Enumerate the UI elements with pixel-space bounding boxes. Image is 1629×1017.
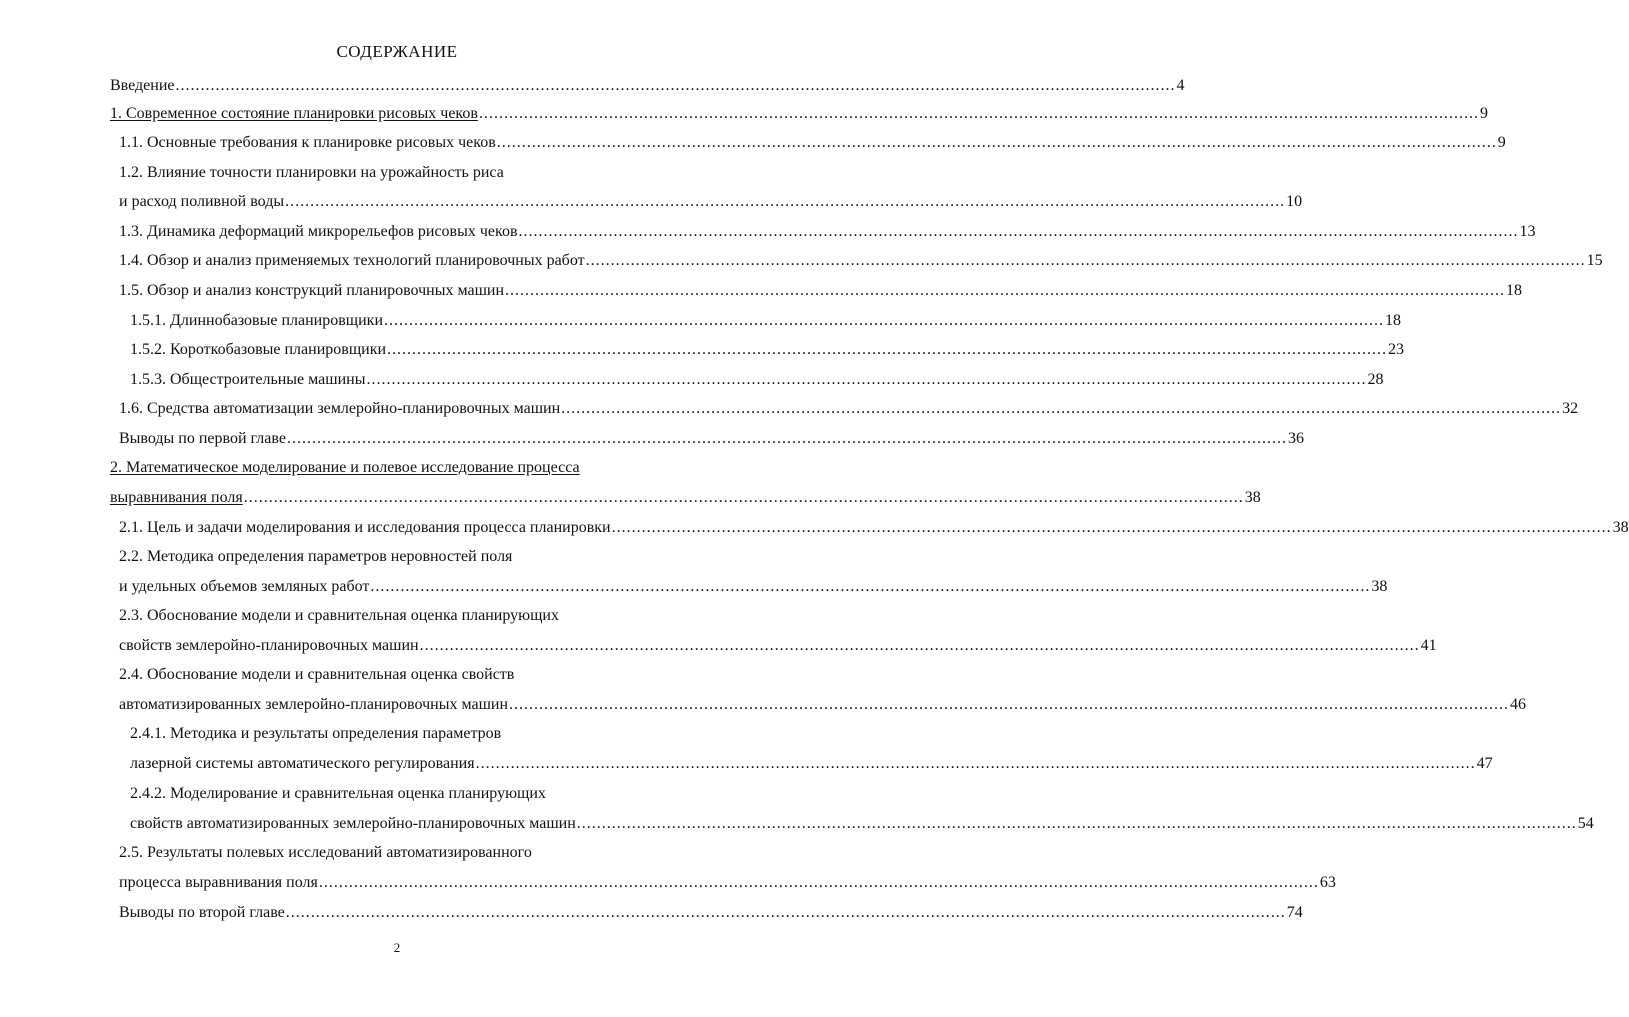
- toc-entry: [119, 665, 514, 685]
- toc-leader-dots: ........................................................................................................................................................................................................: [318, 874, 1319, 891]
- toc-entry: [110, 488, 1261, 508]
- toc-entry-page: 10: [1286, 193, 1303, 210]
- toc-entry: [130, 370, 1384, 390]
- toc-entry-page: 15: [1586, 252, 1603, 269]
- toc-entry: [119, 873, 1336, 893]
- toc-entry-title: выравнивания поля: [110, 489, 243, 506]
- toc-entry-title: Выводы по второй главе: [119, 904, 285, 921]
- toc-entry-page: 41: [1420, 637, 1437, 654]
- toc-entry-title: свойств землеройно-планировочных машин: [119, 637, 419, 654]
- toc-entry: [110, 458, 580, 478]
- toc-entry-page: 28: [1367, 371, 1384, 388]
- toc-entry-page: 74: [1286, 904, 1303, 921]
- toc-entry-title: 1.4. Обзор и анализ применяемых технологий планировочных работ: [119, 252, 585, 269]
- toc-entry-title: 1.6. Средства автоматизации землеройно-планировочных машин: [119, 400, 561, 417]
- toc-entry-title: 2.2. Методика определения параметров неровностей поля: [119, 548, 513, 565]
- toc-leader-dots: ........................................................................................................................................................................................................: [585, 252, 1586, 269]
- toc-entry: [119, 192, 1303, 212]
- toc-entry-title: 1.2. Влияние точности планировки на урожайность риса: [119, 164, 504, 181]
- toc-entry: [130, 340, 1405, 360]
- toc-leader-dots: ........................................................................................................................................................................................................: [285, 193, 1286, 210]
- page-number: 2: [393, 940, 401, 955]
- toc-leader-dots: ........................................................................................................................................................................................................: [285, 904, 1286, 921]
- toc-entry: [119, 222, 1536, 242]
- toc-entry: [119, 606, 559, 626]
- toc-entry-title: 2.1. Цель и задачи моделирования и исследования процесса планировки: [119, 519, 611, 536]
- toc-entry: [119, 843, 532, 863]
- toc-entry: [119, 518, 1629, 538]
- toc-entry: [130, 754, 1493, 774]
- toc-leader-dots: ........................................................................................................................................................................................................: [175, 77, 1176, 94]
- toc-entry: [119, 636, 1437, 656]
- toc-entry-title: 1.1. Основные требования к планировке рисовых чеков: [119, 134, 496, 151]
- toc-entry-title: и расход поливной воды: [119, 193, 285, 210]
- toc-leader-dots: ........................................................................................................................................................................................................: [518, 223, 1519, 240]
- toc-entry: [130, 814, 1594, 834]
- toc-entry-page: 18: [1385, 312, 1402, 329]
- toc-entry-page: 32: [1562, 400, 1579, 417]
- toc-leader-dots: ........................................................................................................................................................................................................: [384, 312, 1385, 329]
- toc-leader-dots: ........................................................................................................................................................................................................: [478, 105, 1479, 122]
- toc-entry-page: 46: [1510, 696, 1527, 713]
- toc-entry: [119, 281, 1523, 301]
- toc-entry-title: 2.5. Результаты полевых исследований автоматизированного: [119, 844, 532, 861]
- toc-entry: [119, 577, 1388, 597]
- toc-leader-dots: ........................................................................................................................................................................................................: [576, 815, 1577, 832]
- toc-entry: [110, 104, 1488, 124]
- toc-entry: [130, 784, 546, 804]
- toc-entry-title: 2.4.1. Методика и результаты определения параметров: [130, 725, 502, 742]
- toc-leader-dots: ........................................................................................................................................................................................................: [366, 371, 1367, 388]
- toc-title: СОДЕРЖАНИЕ: [336, 42, 458, 61]
- toc-entry-page: 4: [1176, 77, 1185, 94]
- toc-entry-title: Выводы по первой главе: [119, 430, 286, 447]
- toc-leader-dots: ........................................................................................................................................................................................................: [387, 341, 1388, 358]
- toc-entry-title: Введение: [110, 77, 175, 94]
- toc-leader-dots: ........................................................................................................................................................................................................: [509, 696, 1510, 713]
- toc-entry-title: автоматизированных землеройно-планировочных машин: [119, 696, 509, 713]
- toc-entry-page: 54: [1577, 815, 1594, 832]
- toc-entry-page: 38: [1612, 519, 1629, 536]
- toc-leader-dots: ........................................................................................................................................................................................................: [419, 637, 1420, 654]
- toc-entry-title: 2.4. Обоснование модели и сравнительная оценка свойств: [119, 666, 515, 683]
- toc-entry-title: 1.3. Динамика деформаций микрорельефов рисовых чеков: [119, 223, 518, 240]
- toc-entry: [119, 903, 1303, 923]
- toc-entry-title: 1.5.2. Короткобазовые планировщики: [130, 341, 387, 358]
- toc-entry-page: 63: [1319, 874, 1336, 891]
- toc-entry-title: лазерной системы автоматического регулирования: [130, 755, 475, 772]
- toc-leader-dots: ........................................................................................................................................................................................................: [370, 578, 1371, 595]
- toc-leader-dots: ........................................................................................................................................................................................................: [611, 519, 1612, 536]
- toc-entry-page: 9: [1497, 134, 1506, 151]
- toc-entry: [119, 429, 1304, 449]
- toc-entry-title: 2. Математическое моделирование и полевое исследование процесса: [110, 459, 580, 476]
- toc-entry-page: 18: [1506, 282, 1523, 299]
- toc-leader-dots: ........................................................................................................................................................................................................: [496, 134, 1497, 151]
- toc-leader-dots: ........................................................................................................................................................................................................: [475, 755, 1476, 772]
- toc-entry-page: 47: [1476, 755, 1493, 772]
- toc-leader-dots: ........................................................................................................................................................................................................: [505, 282, 1506, 299]
- toc-leader-dots: ........................................................................................................................................................................................................: [561, 400, 1562, 417]
- toc-entry: [130, 311, 1402, 331]
- toc-entry: [119, 547, 512, 567]
- toc-entry-page: 38: [1371, 578, 1388, 595]
- toc-entry-title: процесса выравнивания поля: [119, 874, 318, 891]
- toc-entry: [130, 724, 501, 744]
- toc-entry: [119, 251, 1603, 271]
- toc-entry-title: 2.4.2. Моделирование и сравнительная оценка планирующих: [130, 785, 546, 802]
- toc-entry: [119, 695, 1527, 715]
- toc-entry-page: 36: [1287, 430, 1304, 447]
- toc-leader-dots: ........................................................................................................................................................................................................: [243, 489, 1244, 506]
- toc-leader-dots: ........................................................................................................................................................................................................: [286, 430, 1287, 447]
- toc-entry-page: 9: [1479, 105, 1488, 122]
- toc-entry-title: 2.3. Обоснование модели и сравнительная оценка планирующих: [119, 607, 559, 624]
- toc-entry-page: 23: [1388, 341, 1405, 358]
- toc-entry-title: 1. Современное состояние планировки рисовых чеков: [110, 105, 478, 122]
- toc-entry: [119, 163, 504, 183]
- toc-entry-page: 38: [1244, 489, 1261, 506]
- toc-entry-page: 13: [1519, 223, 1536, 240]
- toc-entry: [119, 133, 1506, 153]
- toc-entry-title: 1.5.3. Общестроительные машины: [130, 371, 366, 388]
- toc-entry: [110, 76, 1185, 96]
- toc-entry-title: свойств автоматизированных землеройно-планировочных машин: [130, 815, 576, 832]
- toc-entry-title: 1.5. Обзор и анализ конструкций планировочных машин: [119, 282, 505, 299]
- toc-entry: [119, 399, 1579, 419]
- toc-entry-title: и удельных объемов земляных работ: [119, 578, 370, 595]
- toc-entry-title: 1.5.1. Длиннобазовые планировщики: [130, 312, 384, 329]
